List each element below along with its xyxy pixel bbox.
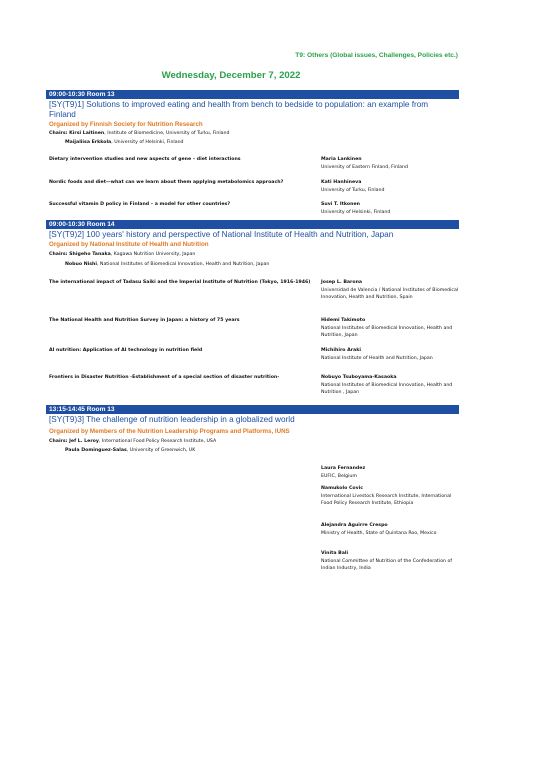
talk-speaker: Vinita Bali National Committee of Nutrition of the Confederation of Indian Industry, India xyxy=(321,551,453,571)
talk-speaker: Suvi T. Itkonen University of Helsinki, Finland xyxy=(321,202,391,215)
session-1-time-bar: 09:00-10:30 Room 13 xyxy=(46,90,459,99)
session-1-title: [SY(T9)1] Solutions to improved eating and health from bench to bedside to population: an example from Finland xyxy=(49,100,429,119)
talk-speaker: Laura Fernandez EUFIC, Belgium xyxy=(321,466,366,479)
session-1-organizer: Organized by Finnish Society for Nutrition Research xyxy=(49,121,203,128)
talk-title: The National Health and Nutrition Survey in Japan: a history of 75 years xyxy=(49,318,240,323)
session-3-time-bar: 13:15-14:45 Room 13 xyxy=(46,405,459,414)
talk-speaker: Maria Lankinen University of Eastern Finland, Finland xyxy=(321,157,408,170)
session-2-time-bar: 09:00-10:30 Room 14 xyxy=(46,220,459,229)
talk-speaker: Namukolo Covic International Livestock Research Institute, International Food Policy Research Institute, Ethiopia xyxy=(321,486,452,506)
talk-speaker: Nobuyo Tsuboyama-Kasaoka National Institutes of Biomedical Innovation, Health and Nutrition , Japan xyxy=(321,375,453,395)
session-3-title: [SY(T9)3] The challenge of nutrition leadership in a globalized world xyxy=(49,415,295,424)
track-label: T9: Others (Global issues, Challenges, Policies etc.) xyxy=(295,52,458,59)
session-2-organizer: Organized by National Institute of Health and Nutrition xyxy=(49,241,209,248)
session-1-chair-1: Chairs: Kirsi Laitinen, Institute of Biomedicine, University of Turku, Finland xyxy=(49,131,230,136)
page-date: Wednesday, December 7, 2022 xyxy=(161,70,301,81)
talk-title: AI nutrition: Application of AI technology in nutrition field xyxy=(49,348,203,353)
talk-speaker: Michihiro Araki National Institute of Health and Nutrition, Japan xyxy=(321,348,433,361)
session-1-chair-2: Maijaliisa Erkkola, University of Helsinki, Finland xyxy=(65,140,184,145)
session-3-chair-1: Chairs: Jef L. Leroy, International Food Policy Research Institute, USA xyxy=(49,439,217,444)
talk-speaker: Alejandra Aguirre Crespo Ministry of Health, State of Quintana Roo, Mexico xyxy=(321,523,437,536)
talk-speaker: Josep L. Barona Universidad de Valencia / National Institutes of Biomedical Innovation, Health and Nutrition, Spain xyxy=(321,280,459,300)
session-2-chair-1: Chairs: Shigeho Tanaka, Kagawa Nutrition University, Japan xyxy=(49,252,196,257)
talk-title: Frontiers in Disaster Nutrition -Establishment of a special section of disaster nutrition- xyxy=(49,375,280,380)
session-2-title: [SY(T9)2] 100 years' history and perspective of National Institute of Health and Nutrition, Japan xyxy=(49,230,394,239)
session-3-chair-2: Paula Dominguez-Salas, University of Greenwich, UK xyxy=(65,448,196,453)
talk-speaker: Kati Hanhineva University of Turku, Finland xyxy=(321,180,385,193)
talk-speaker: Hidemi Takimoto National Institutes of Biomedical Innovation, Health and Nutrition, Japan xyxy=(321,318,453,338)
talk-title: Nordic foods and diet—what can we learn about them applying metabolomics approach? xyxy=(49,180,284,185)
session-2-chair-2: Nobuo Nishi, National Institutes of Biomedical Innovation, Health and Nutrition, Japan xyxy=(65,262,270,267)
talk-title: Successful vitamin D policy in Finland – a model for other countries? xyxy=(49,202,231,207)
talk-title: The international impact of Tadasu Saiki and the Imperial Institute of Nutrition (Tokyo, 1916-1946) xyxy=(49,280,311,285)
session-3-organizer: Organized by Members of the Nutrition Leadership Programs and Platforms, IUNS xyxy=(49,428,290,435)
talk-title: Dietary intervention studies and new aspects of gene – diet interactions xyxy=(49,157,241,162)
